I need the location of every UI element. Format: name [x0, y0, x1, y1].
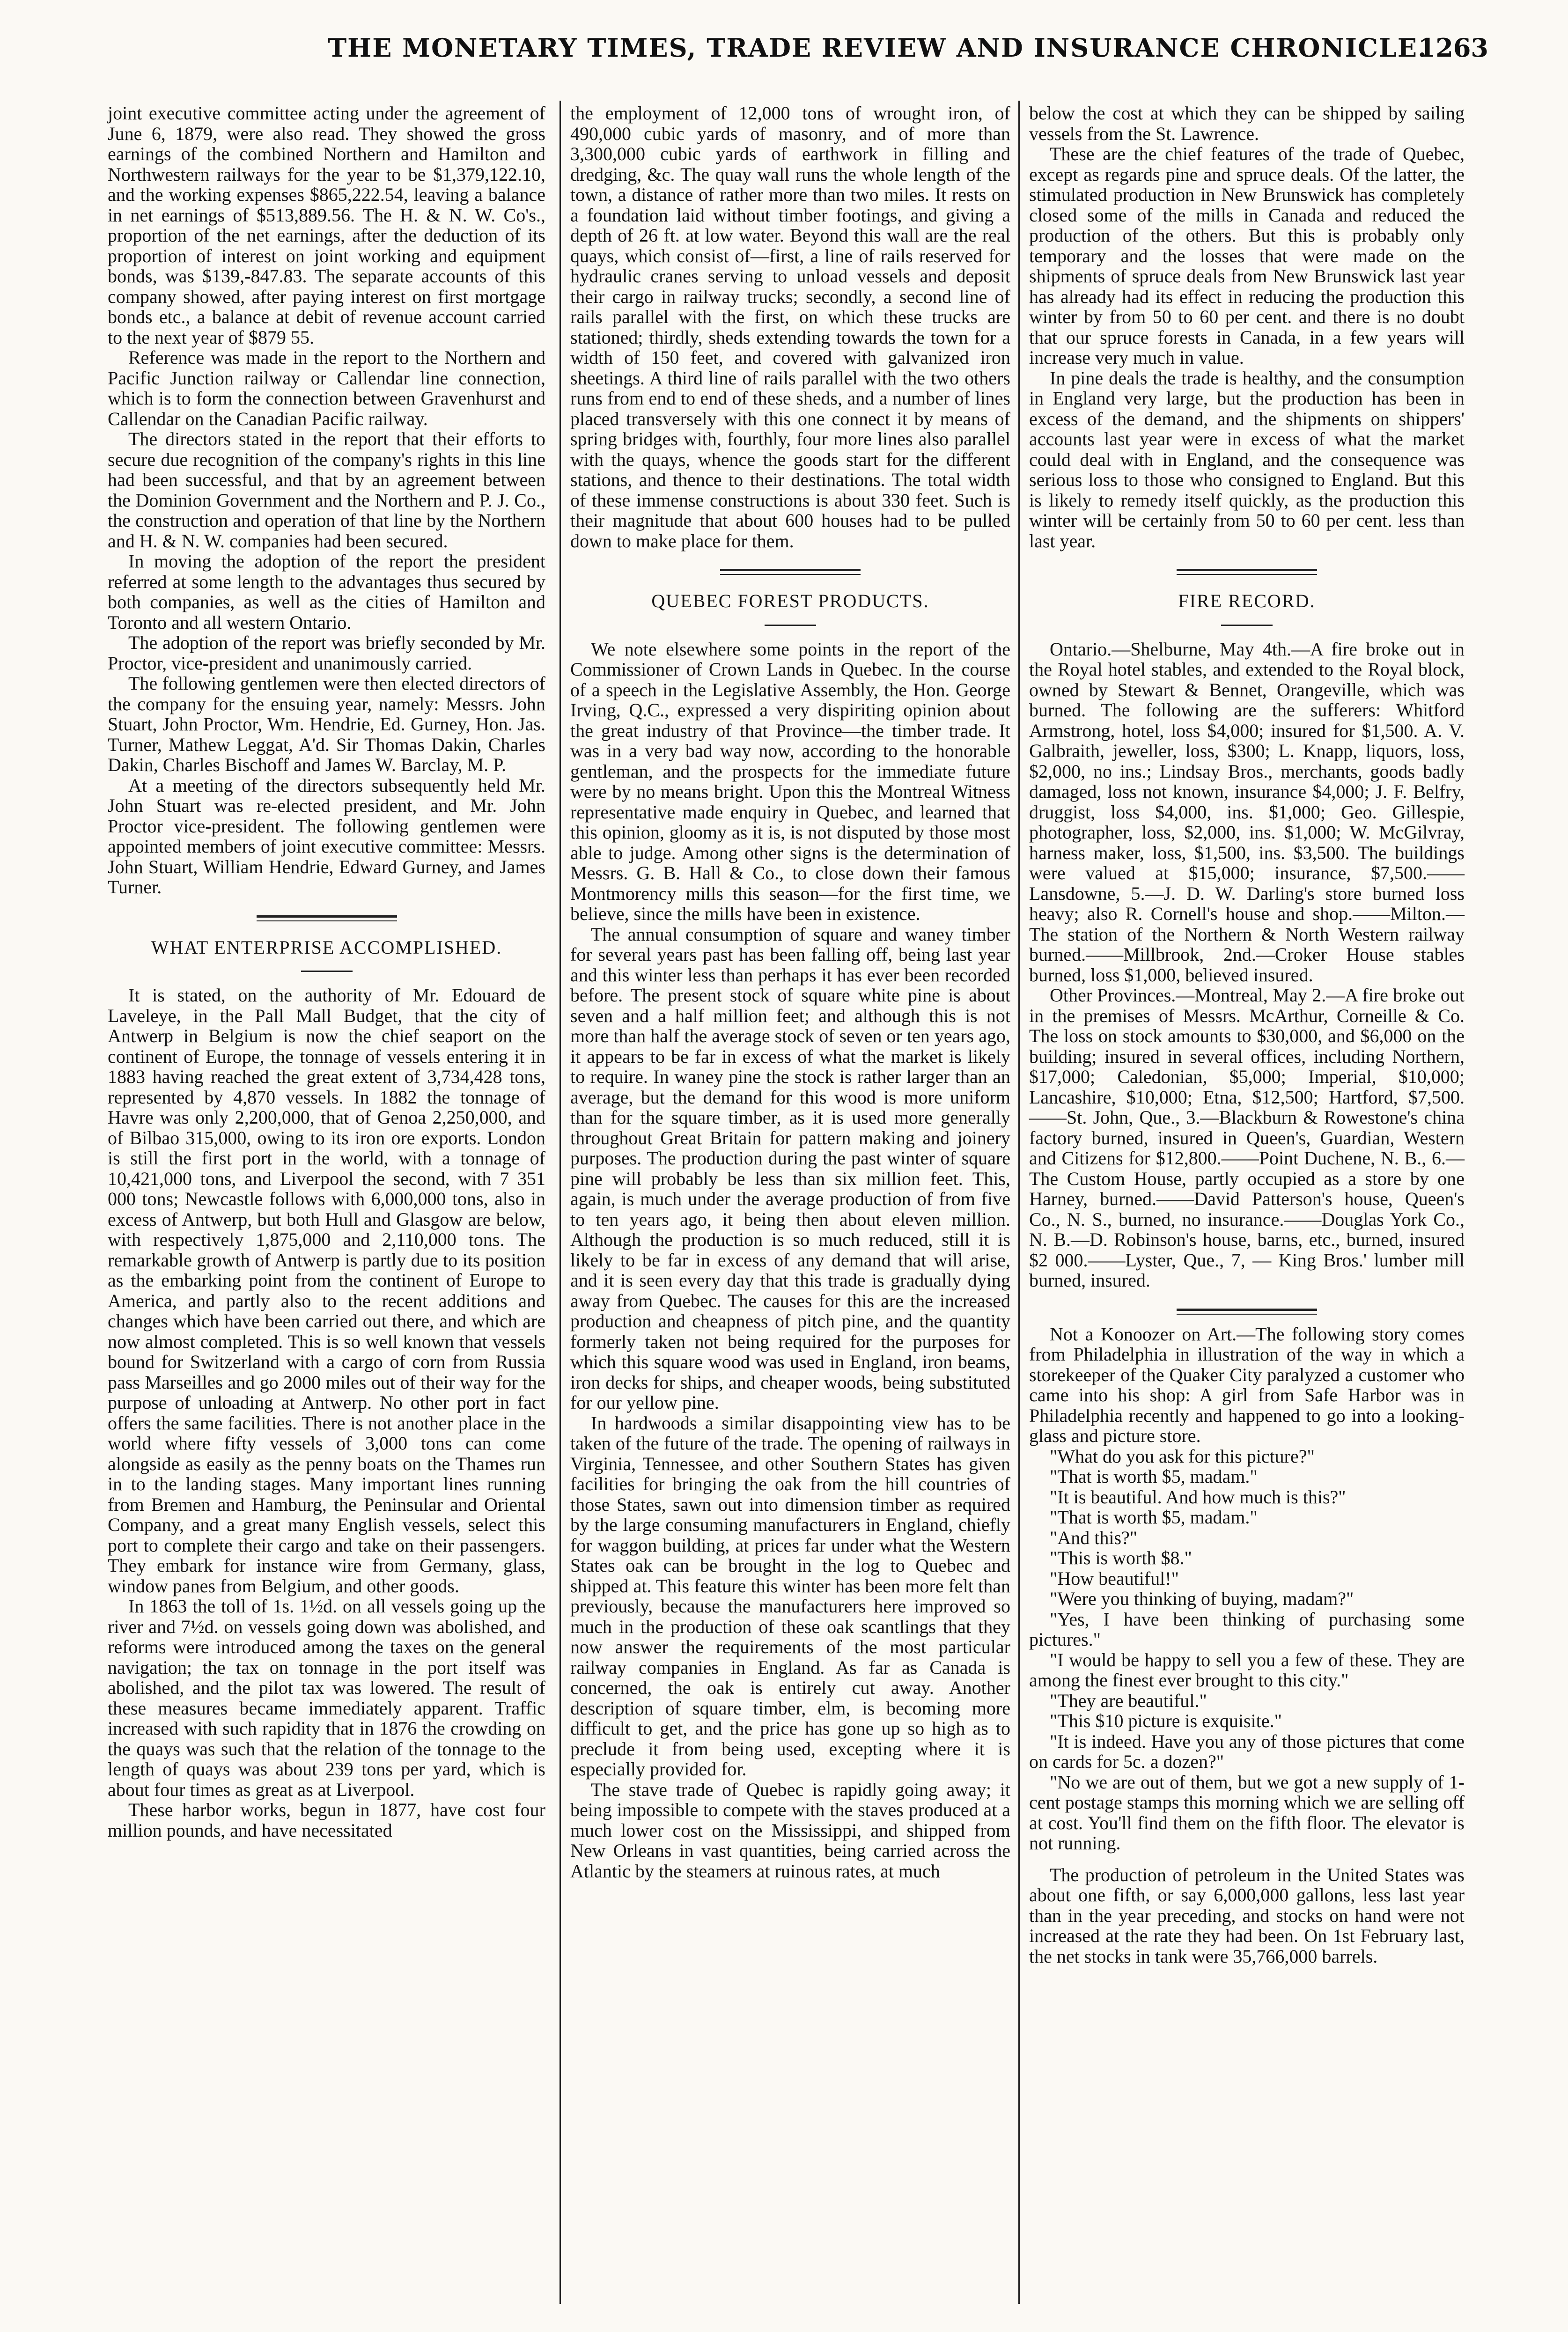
dialogue-line: "They are beautiful."	[1050, 1690, 1207, 1711]
paragraph: Other Provinces.—Montreal, May 2.—A fire broke out in the premises of Messrs. McArthur, Corneille & Co. The loss on stock amounts to $30,000, and $6,000 on the building; insured in several offices, including Northern, $17,000; Caledonian, $5,000; Imperial, $10,000; Lancashire, $10,000; Etna, $12,500; Hartford, $7,500.——St. John, Que., 3.—Blackburn & Rowestone's china factory burned, insured in Queen's, Guardian, Western and Citizens for $12,800.——Point Duchene, N. B., 6.—The Custom House, partly occupied as a store by one Harney, burned.——David Patterson's house, Queen's Co., N. S., burned, no insurance.——Douglas York Co., N. B.—D. Robinson's house, barns, etc., burned, insured $2 000.——Lyster, Que., 7, — King Bros.' lumber mill burned, insured.	[1029, 985, 1465, 1291]
column-2	[570, 103, 1010, 1881]
article-heading-fire-record: FIRE RECORD.	[1178, 590, 1316, 611]
column-rule-1	[559, 101, 561, 2304]
dialogue-line: "That is worth $5, madam."	[1050, 1507, 1258, 1528]
column-3	[1029, 103, 1465, 1966]
paragraph: the employment of 12,000 tons of wrought iron, of 490,000 cubic yards of masonry, and of more than 3,300,000 cubic yards of earthwork in filling and dredging, &c. The quay wall runs the whole length of the town, a distance of rather more than two miles. It rests on a foundation laid without timber footings, and giving a depth of 26 ft. at low water. Beyond this wall are the real quays, which consist of—first, a line of rails reserved for hydraulic cranes serving to unload vessels and deposit their cargo in railway trucks; secondly, a second line of rails parallel with the first, on which these trucks are stationed; thirdly, sheds extending towards the town for a width of 150 feet, and covered with galvanized iron sheetings. A third line of rails parallel with the two others runs from end to end of these sheds, and a number of lines placed transversely with this one connect it by means of spring bridges with, fourthly, four more lines also parallel with the quays, whence the goods start for the different stations, and thence to their destinations. The total width of these immense constructions is about 330 feet. Such is their magnitude that about 600 houses had to be pulled down to make place for them.	[570, 103, 1010, 552]
section-divider	[257, 915, 397, 921]
masthead-title: THE MONETARY TIMES, TRADE REVIEW AND INSURANCE CHRONICLE.	[328, 33, 1428, 63]
dialogue-line: "I would be happy to sell you a few of these. They are among the finest ever brought to this city."	[1029, 1649, 1465, 1691]
dialogue-line: "That is worth $5, madam."	[1050, 1466, 1258, 1487]
dialogue-line: "Yes, I have been thinking of purchasing some pictures."	[1029, 1608, 1465, 1650]
paragraph: The production of petroleum in the United States was about one fifth, or say 6,000,000 gallons, less last year than in the year preceding, and stocks on hand were not increased at the rate they had been. On 1st February last, the net stocks in tank were 35,766,000 barrels.	[1029, 1864, 1465, 1967]
paragraph: These harbor works, begun in 1877, have cost four million pounds, and have necessitated	[108, 1799, 545, 1841]
paragraph: In hardwoods a similar disappointing view has to be taken of the future of the trade. The opening of railways in Virginia, Tennessee, and other Southern States has given facilities for bringing the oak from the hill countries of those States, sawn out into dimension timber as required by the large consuming manufacturers in England, chiefly for waggon building, at prices far under what the Western States oak can be brought in the log to Quebec and shipped at. This feature this winter has been more felt than previously, because the manufacturers here improved so much in the production of these oak scantlings that they now answer the requirements of the most particular railway companies in England. As far as Canada is concerned, the oak is entirely cut away. Another description of square timber, elm, is becoming more difficult to get, and the price has gone up so high as to preclude it from being used, excepting where it is especially provided for.	[570, 1412, 1010, 1780]
section-divider	[1177, 1309, 1317, 1315]
section-divider	[720, 569, 861, 575]
dialogue-line: "It is beautiful. And how much is this?"	[1050, 1486, 1346, 1508]
paragraph: Ontario.—Shelburne, May 4th.—A fire broke out in the Royal hotel stables, and extended to the Royal block, owned by Stewart & Bennet, Orangeville, which was burned. The following are the sufferers: Whitford Armstrong, hotel, loss $4,000; insured for $1,500. A. V. Galbraith, jeweller, loss, $300; L. Knapp, liquors, loss, $2,000, no ins.; Lindsay Bros., merchants, goods badly damaged, loss not known, insurance $4,000; J. F. Belfry, druggist, loss $4,000, ins. $1,000; Geo. Gillespie, photographer, loss, $2,000, ins. $1,000; W. McGilvray, harness maker, loss, $1,500, ins. $3,500. The buildings were valued at $15,000; insurance, $7,500.——Lansdowne, 5.—J. D. W. Darling's store burned loss heavy; also R. Cornell's house and shop.——Milton.—The station of the Northern & North Western railway burned.——Millbrook, 2nd.—Croker House stables burned, loss $1,000, believed insured.	[1029, 638, 1465, 986]
paragraph: We note elsewhere some points in the report of the Commissioner of Crown Lands in Quebec. In the course of a speech in the Legislative Assembly, the Hon. George Irving, Q.C., expressed a very dispiriting opinion about the great industry of that Province—the timber trade. It was in a very bad way now, according to the honorable gentleman, and the prospects for the immediate future were by no means bright. Upon this the Montreal Witness representative made enquiry in Quebec, and learned that this opinion, gloomy as it is, is not disputed by those most able to judge. Among other signs is the determination of Messrs. G. B. Hall & Co., to close down their famous Montmorency mills this season—for the first time, we believe, since the mills have been in existence.	[570, 638, 1010, 924]
dialogue-line: "No we are out of them, but we got a new supply of 1-cent postage stamps this morning which we are selling off at cost. You'll find them on the fifth floor. The elevator is not running.	[1029, 1771, 1465, 1854]
dialogue-line: "This is worth $8."	[1050, 1547, 1192, 1568]
paragraph: It is stated, on the authority of Mr. Edouard de Laveleye, in the Pall Mall Budget, that the city of Antwerp in Belgium is now the chief seaport on the continent of Europe, the tonnage of vessels entering it in 1883 having reached the great extent of 3,734,428 tons, represented by 4,870 vessels. In 1882 the tonnage of Havre was only 2,200,000, that of Genoa 2,250,000, and of Bilbao 315,000, owing to its iron ore exports. London is still the first port in the world, with a tonnage of 10,421,000 tons, and Liverpool the second, with 7 351 000 tons; Newcastle follows with 6,000,000 tons, also in excess of Antwerp, but both Hull and Glasgow are below, with respectively 1,875,000 and 2,110,000 tons. The remarkable growth of Antwerp is partly due to its position as the embarking point from the continent of Europe to America, and partly also to the recent additions and changes which have been carried out there, and which are now almost completed. This is so well known that vessels bound for Switzerland with a cargo of corn from Russia pass Marseilles and go 2000 miles out of their way for the purpose of unloading at Antwerp. No other port in fact offers the same facilities. There is not another place in the world where fifty vessels of 3,000 tons can come alongside as easily as the penny boats on the Thames run in to the landing stages. Many important lines running from Bremen and Hamburg, the Peninsular and Oriental Company, and a great many English vessels, select this port to complete their cargo and take on their passengers. They embark for instance wire from Germany, glass, window panes from Belgium, and other goods.	[108, 985, 545, 1596]
paragraph: These are the chief features of the trade of Quebec, except as regards pine and spruce deals. Of the latter, the stimulated production in New Brunswick has completely closed some of the mills in Canada and reduced the production of the others. But this is probably only temporary and the losses that were made on the shipments of spruce deals from New Brunswick last year has already had its effect in reducing the production this winter by from 50 to 60 per cent. and there is no doubt that our spruce forests in Canada, in a few years will increase very much in value.	[1029, 143, 1465, 368]
paragraph: The directors stated in the report that their efforts to secure due recognition of the company's rights in this line had been successful, and that by an agreement between the Dominion Government and the Northern and P. J. Co., the construction and operation of that line by the Northern and H. & N. W. companies had been secured.	[108, 428, 545, 552]
heading-rule	[301, 971, 353, 972]
dialogue-line: "And this?"	[1050, 1527, 1138, 1548]
page-number: 1263	[1418, 33, 1488, 63]
paragraph: In 1863 the toll of 1s. 1½d. on all vessels going up the river and 7½d. on vessels going down was abolished, and reforms were introduced among the taxes on the general navigation; the tax on tonnage in the port itself was abolished, and the pilot tax was lowered. The result of these measures became immediately apparent. Traffic increased with such rapidity that in 1876 the crowding on the quays was such that the relation of the tonnage to the length of quays was about 239 tons per yard, which is about four times as great as at Liverpool.	[108, 1596, 545, 1800]
paragraph: The following gentlemen were then elected directors of the company for the ensuing year, namely: Messrs. John Stuart, John Proctor, Wm. Hendrie, Ed. Gurney, Hon. Jas. Turner, Mathew Leggat, A'd. Sir Thomas Dakin, Charles Dakin, Charles Bischoff and James W. Barclay, M. P.	[108, 673, 545, 775]
paragraph: The adoption of the report was briefly seconded by Mr. Proctor, vice-president and unanimously carried.	[108, 632, 545, 674]
dialogue-line: "This $10 picture is exquisite."	[1050, 1710, 1282, 1731]
article-heading-enterprise: WHAT ENTERPRISE ACCOMPLISHED.	[151, 936, 502, 958]
paragraph: Not a Konoozer on Art.—The following story comes from Philadelphia in illustration of the way in which a storekeeper of the Quaker City paralyzed a customer who came into his shop: A girl from Safe Harbor was in Philadelphia recently and happened to go into a looking-glass and picture store.	[1029, 1323, 1465, 1446]
column-1	[108, 103, 545, 1840]
dialogue-line: "What do you ask for this picture?"	[1050, 1445, 1315, 1467]
column-rule-2	[1018, 101, 1020, 2304]
paragraph: Reference was made in the report to the Northern and Pacific Junction railway or Callendar line connection, which is to form the connection between Gravenhurst and Callendar on the Canadian Pacific railway.	[108, 347, 545, 429]
heading-rule	[765, 625, 816, 626]
paragraph: below the cost at which they can be shipped by sailing vessels from the St. Lawrence.	[1029, 103, 1465, 144]
paragraph: At a meeting of the directors subsequently held Mr. John Stuart was re-elected president, and Mr. John Proctor vice-president. The following gentlemen were appointed members of joint executive committee: Messrs. John Stuart, William Hendrie, Edward Gurney, and James Turner.	[108, 774, 545, 897]
masthead	[84, 33, 1488, 75]
paragraph: In pine deals the trade is healthy, and the consumption in England very large, but the production has been in excess of the demand, and the shipments on shippers' accounts last year were in excess of what the market could deal with in England, and the consequence was serious loss to those who consigned to England. But this is likely to remedy itself quickly, as the production this winter will be certainly from 50 to 60 per cent. less than last year.	[1029, 367, 1465, 552]
article-heading-quebec: QUEBEC FOREST PRODUCTS.	[651, 590, 929, 611]
paragraph: In moving the adoption of the report the president referred at some length to the advantages thus secured by both companies, as well as the cities of Hamilton and Toronto and all western Ontario.	[108, 551, 545, 633]
paragraph: joint executive committee acting under the agreement of June 6, 1879, were also read. They showed the gross earnings of the combined Northern and Hamilton and Northwestern railways for the year to be $1,379,122.10, and the working expenses $865,222.54, leaving a balance in net earnings of $513,889.56. The H. & N. W. Co's., proportion of the net earnings, after the deduction of its proportion of interest on joint working and equipment bonds, was $139,-847.83. The separate accounts of this company showed, after paying interest on first mortgage bonds etc., a balance at debit of revenue account carried to the next year of $879 55.	[108, 103, 545, 348]
paragraph: The annual consumption of square and waney timber for several years past has been falling off, being last year and this winter less than perhaps it has ever been recorded before. The present stock of square white pine is about seven and a half million feet; and although this is not more than half the average stock of seven or ten years ago, it appears to be far in excess of what the market is likely to require. In waney pine the stock is rather larger than an average, but the demand for this wood is more uniform than for the square timber, as it is used more generally throughout Great Britain for pattern making and joinery purposes. The production during the past winter of square pine will probably be less than six million feet. This, again, is much under the average production of from five to ten years ago, it being then about eleven million. Although the production is so much reduced, still it is likely to be far in excess of any demand that will arise, and it is seen every day that this trade is gradually dying away from Quebec. The causes for this are the increased production and cheapness of pitch pine, and the quantity formerly taken not being required for the purposes for which this square wood was used in England, iron beams, iron decks for ships, and cheaper woods, being substituted for our yellow pine.	[570, 923, 1010, 1413]
heading-rule	[1221, 625, 1273, 626]
dialogue-line: "It is indeed. Have you any of those pictures that come on cards for 5c. a dozen?"	[1029, 1730, 1465, 1772]
dialogue-line: "Were you thinking of buying, madam?"	[1050, 1588, 1354, 1609]
section-divider	[1177, 569, 1317, 575]
dialogue-line: "How beautiful!"	[1050, 1567, 1179, 1589]
paragraph: The stave trade of Quebec is rapidly going away; it being impossible to compete with the staves produced at a much lower cost on the Mississippi, and shipped from New Orleans in vast quantities, being carried across the Atlantic by the steamers at ruinous rates, at much	[570, 1779, 1010, 1882]
